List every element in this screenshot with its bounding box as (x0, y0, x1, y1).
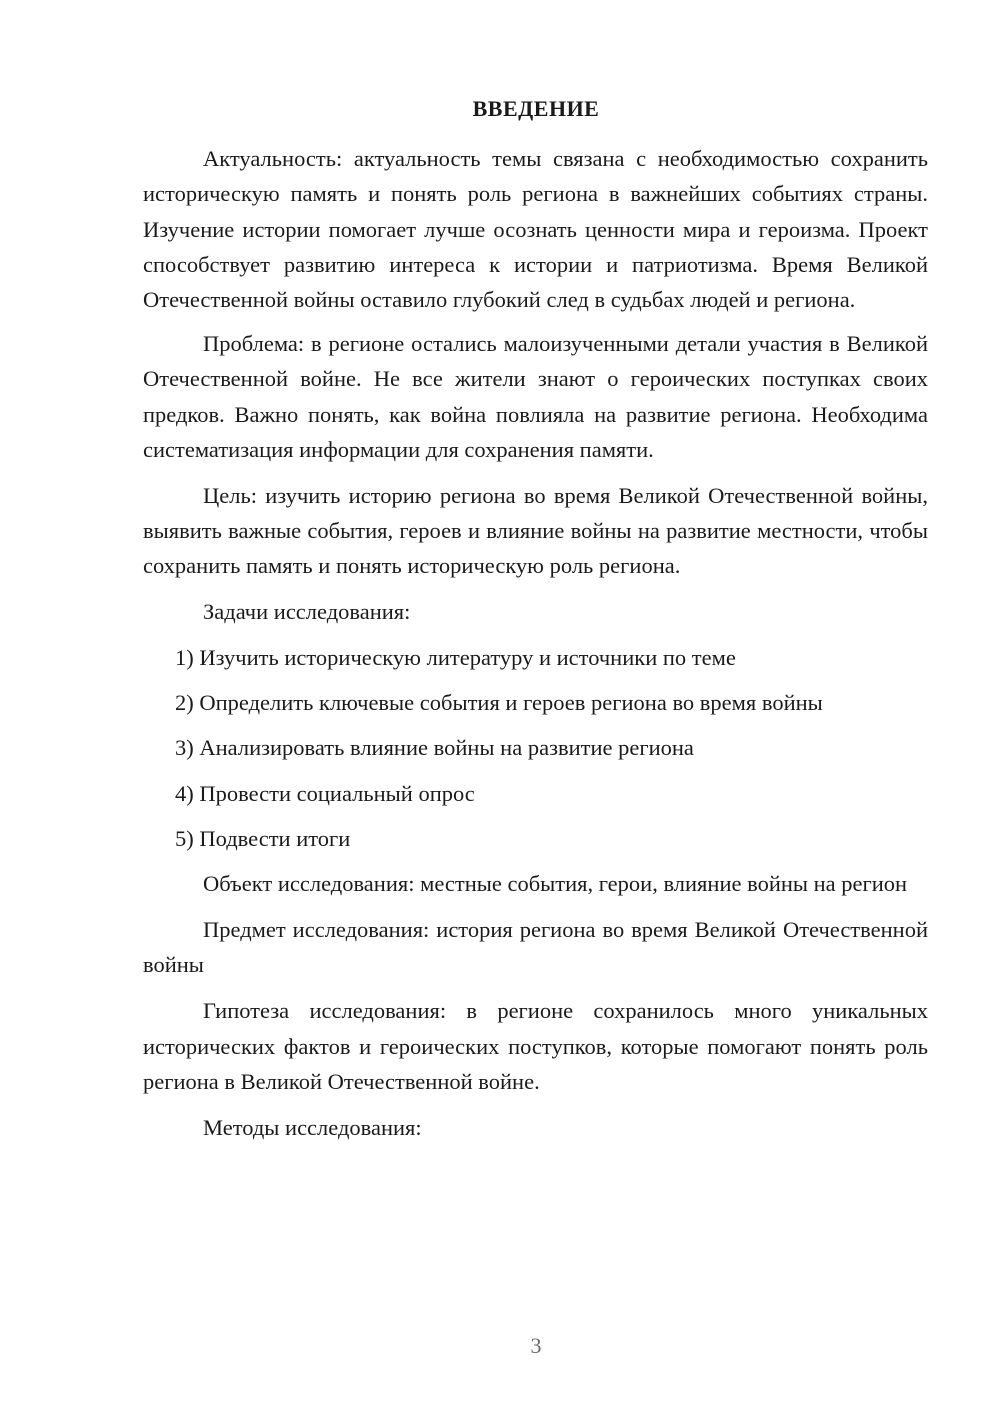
hypothesis-paragraph: Гипотеза исследования: в регионе сохранилось много уникальных исторических фактов и героических поступков, которые помогают понять роль региона в Великой Отечественной войне. (143, 998, 928, 1094)
relevance-paragraph: Актуальность: актуальность темы связана с необходимостью сохранить историческую память и понять роль региона в важнейших событиях страны. Изучение истории помогает лучше осознать ценности мира и героизма. Проект способствует развитию интереса к истории и патриотизма. Время Великой Отечественной войны оставило глубокий след в судьбах людей и региона. (143, 146, 928, 313)
tasks-heading: Задачи исследования: (203, 599, 411, 625)
list-item: 2) Определить ключевые события и героев региона во время войны (175, 690, 823, 716)
list-item: 4) Провести социальный опрос (175, 780, 475, 806)
page-title: ВВЕДЕНИЕ (472, 96, 600, 121)
subject-paragraph: Предмет исследования: история региона во время Великой Отечественной войны (143, 917, 928, 978)
object-paragraph: Объект исследования: местные события, герои, влияние войны на регион (203, 871, 908, 897)
list-item: 5) Подвести итоги (175, 826, 351, 852)
document-body (143, 141, 928, 1155)
goal-paragraph: Цель: изучить историю региона во время Великой Отечественной войны, выявить важные события, героев и влияние войны на развитие местности, чтобы сохранить память и понять историческую роль региона. (143, 482, 928, 579)
problem-paragraph: Проблема: в регионе остались малоизученными детали участия в Великой Отечественной войне. Не все жители знают о героических поступках своих предков. Важно понять, как война повлияла на развитие региона. Необходима систематизация информации для сохранения памяти. (143, 330, 928, 462)
list-item: 1) Изучить историческую литературу и источники по теме (175, 644, 736, 670)
tasks-list (143, 640, 928, 856)
page-number: 3 (530, 1333, 542, 1358)
list-item: 3) Анализировать влияние войны на развитие региона (175, 735, 694, 761)
methods-heading: Методы исследования: (203, 1114, 422, 1140)
